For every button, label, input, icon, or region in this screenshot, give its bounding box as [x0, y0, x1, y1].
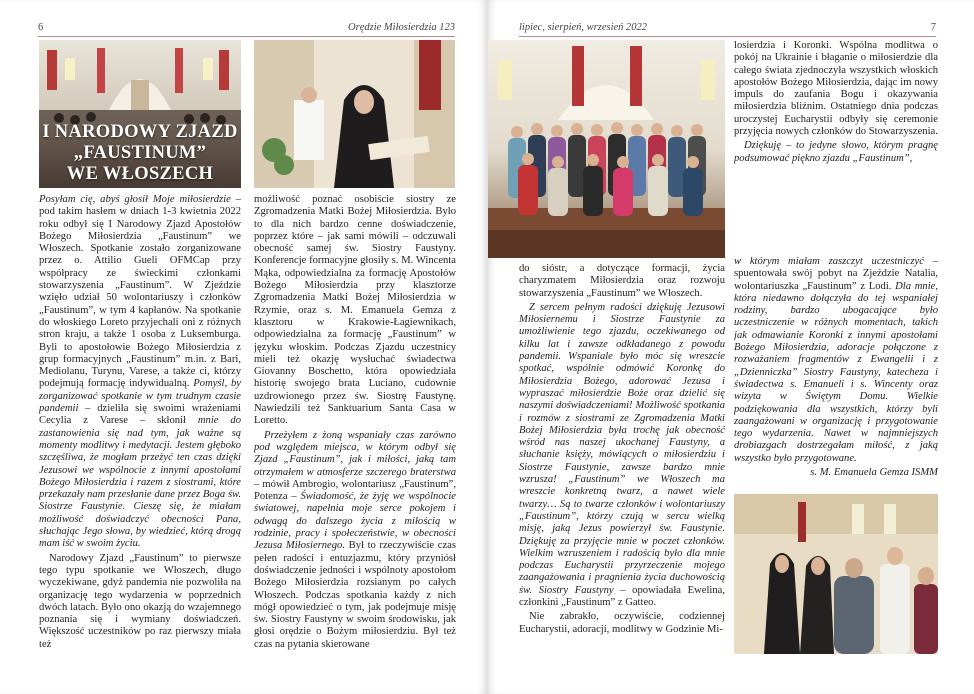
group-image: [488, 40, 725, 258]
intro-text: – pod takim hasłem w dniach 1-3 kwietnia 2022 roku odbył się I Narodowy Zjazd Apostołów Bożego Miłosierdzia „Faustinum” we Włoszech. Spotkanie zostało zorganizowane przez o. Attilio Gueli OFMCap przy współpracy ze świeckimi członkami stowarzyszenia „Faustinum”. W Zjeździe wzięło udział 50 wolontariuszy i członków „Faustinum”, w tym 4 kapłanów. Na spotkanie do włoskiego Loreto przyjechali oni z różnych stron kraju, a także 1 osoba z Luksemburga. Byli to apostołowie Bożego Miłosierdzia z grup formacyjnych „Faustinum” m.in. z Bari, Mediolanu, Turynu, Varese, a także ci, którzy podejmują formację indywidualną.: [39, 194, 241, 390]
paragraph-ambrogio: [254, 430, 456, 651]
page-number-left: 6: [38, 22, 44, 33]
quote-ewelina-attribution: – opowiadała Ewelina, członkini „Faustinum” z Gatteo.: [519, 584, 725, 609]
quote-natalia-start: Dziękuję – to jedyne słowo, którym pragnę podsumować piękno zjazdu „Faustinum”,: [734, 140, 938, 164]
paragraph-prayer: losierdzia i Koronki. Wspólna modlitwa o pokój na Ukrainie i błaganie o miłosierdzie dla całego świata zjednoczyła wszystkich włoskich apostołów Bożego Miłosierdzia, dając im nowy impuls do zaufania Bogu i okazywania miłosierdzia bliźnim. Ostatniego dnia podczas uroczystej Eucharystii odbyły się ceremonie przyjęcia nowych członków do Stowarzyszenia.: [734, 40, 938, 138]
quote-ewelina: Z sercem pełnym radości dziękuję Jezusowi Miłosiernemu i Siostrze Faustynie za umożliwienie tego zjazdu, oczekiwanego od kilku lat i zawsze odkładanego z powodu pandemii. Wspaniale było móc się wreszcie spotkać, wspólnie odmówić Koronkę do Miłosierdzia Bożego, adorować Jezusa i wypraszać miłosierdzie Boże oraz dzielić się naszymi doświadczeniami! Możliwość spotkania i rozmów z siostrami ze Zgromadzenia Matki Bożej Miłosierdzia była trochę jak obecność wśród nas naszej ukochanej Faustyny, a słuchanie księży, mówiących o miłosierdziu i Siostrze Faustynie, zawsze bardzo mnie wzrusza! „Faustinum” we Włoszech ma wreszcie konkretną twarz, a nawet wiele twarzy… Są to twarze członków i wolontariuszy „Faustinum”, którzy czują w sercu wielką misję, jaką Jezus powierzył św. Faustynie. Dziękuję za przyjęcie mnie w poczet członków. Wielkim wzruszeniem i radością było dla mnie podczas Eucharystii przyrzeczenie mojego zaangażowania i pragnienia życia duchowością św. Siostry Faustyny: [519, 301, 725, 596]
header-rule-right: [519, 36, 936, 37]
paragraph-ewelina: [519, 302, 725, 609]
title-line-3: WE WŁOSZECH: [66, 164, 214, 184]
page-number-right: 7: [930, 22, 936, 33]
quote-natalia-rest: Dla mnie, która niedawno dołączyła do tej wspaniałej rodziny, bardzo ubogacające było uczestniczenie w różnych momentach, takich jak odmawianie Koronki z innymi apostołami Bożego Miłosierdzia, adoracje połączone z rozważaniem fragmentów z Ewangelii i z „Dzienniczka” Siostry Faustyny, katecheza i świadectwa s. Emanueli i s. Wincenty oraz wizyta w Świętym Domu. Wielkie podziękowania dla wszystkich, którzy byli zaangażowani w organizację i przygotowanie tego wydarzenia. Nawet w najmniejszych drobiazgach dostrzegałam miłość, z jaką wszystko było przygotowane.: [734, 280, 938, 464]
running-head-right: lipiec, sierpień, wrzesień 2022: [519, 22, 648, 33]
paragraph-formation: do sióstr, a dotyczące formacji, życia charyzmatem Miłosierdzia oraz rozwoju stowarzyszenia „Faustinum” we Włoszech.: [519, 263, 725, 299]
quote-cecylia-start: Pomyśl, by zorganizować spotkanie w tym trudnym czasie pandemii: [39, 378, 241, 415]
left-column-1: [39, 194, 241, 660]
paragraph-natalia: [734, 256, 938, 465]
paragraph-first-meeting: Narodowy Zjazd „Faustinum” to pierwsze tego typu spotkanie we Włoszech, długo wyczekiwane, gdyż pandemia nie pozwoliła na organizację tego wydarzenia w poprzednich dwóch latach. Było ono okazją do wzajemnego poznania się i wymiany doświadczeń. Większość uczestników po raz pierwszy miała też: [39, 552, 241, 650]
right-column-1: [519, 263, 725, 663]
quote-cecylia-attribution: – dzieliła się swoimi wrażeniami Cecylia z Varese – skłonił: [39, 403, 241, 427]
sisters-image: [734, 494, 938, 654]
intro-italic: Posyłam cię, abyś głosił Moje miłosierdzie: [39, 194, 231, 205]
photo-chapel-interior: [39, 40, 241, 188]
quote-natalia-attribution: – spuentowała swój pobyt na Zjeździe Natalia, wolontariuszka „Faustinum” z Lodi.: [734, 256, 938, 292]
quote-ambrogio-start: Przeżyłem z żoną wspaniały czas zarówno pod względem miejsca, w którym odbył się Zjazd „Faustinum”, jak i miłości, jaką tam otrzymałem w atmosferze szczerego braterstwa: [254, 429, 456, 478]
paragraph-joy: Był to rzeczywiście czas pełen radości i entuzjazmu, który przyniósł doświadczenie jedności i wspólnoty apostołom Bożego Miłosierdzia rozsianym po całych Włoszech. Podczas spotkania każdy z nich mógł opowiedzieć o tym, jak podejmuje misję św. Siostry Faustyny w swoim środowisku, jak głosi orędzie o Bożym miłosierdziu. Był też czas na pytania skierowane: [254, 540, 456, 650]
right-page: [487, 0, 974, 694]
photo-group-in-chapel: [488, 40, 725, 258]
quote-cecylia-rest: mnie do zastanowienia się nad tym, jak ważne są momenty modlitwy i medytacji. Jestem głęboko szczęśliwa, że mogłam przeżyć ten czas dzięki Jezusowi we wspólnocie z innymi apostołami Bożego Miłosierdzia i razem z siostrami, które przekazały nam przesłanie dane przez Boga św. Siostrze Faustynie. Cieszę się, że miałam możliwość doświadczyć obecności Pana, słuchając Jego słowa, by wiedzieć, którą drogą mam iść w swoim życiu.: [39, 415, 241, 550]
article-title: [39, 122, 241, 185]
title-line-1: I NARODOWY ZJAZD: [42, 122, 238, 142]
photo-nun-reading: [254, 40, 455, 188]
title-line-2: „FAUSTINUM”: [73, 143, 207, 163]
left-column-2: [254, 194, 456, 660]
quote-natalia-cont: w którym miałam zaszczyt uczestniczyć: [734, 256, 924, 267]
quote-ambrogio-attribution: – mówił Ambrogio, wolontariusz „Faustinum”, Potenza –: [254, 478, 456, 503]
quote-ambrogio-rest: Świadomość, że żyję we wspólnocie światowej, napełnia moje serce pokojem i odwagą do dalszego życia z miłością w rodzinie, pracy i społeczeństwie, w obecności Jezusa Miłosiernego.: [254, 491, 456, 552]
paragraph-intro: [39, 194, 241, 551]
right-column-top: [734, 40, 938, 254]
nun-reading-image: [254, 40, 455, 188]
running-head-left: Orędzie Miłosierdzia 123: [348, 22, 455, 33]
paragraph-eucharist: Nie zabrakło, oczywiście, codziennej Eucharystii, adoracji, modlitwy w Godzinie Mi-: [519, 611, 725, 635]
paragraph-natalia-start: [734, 140, 938, 165]
right-column-2: [734, 256, 938, 488]
paragraph-sisters: możliwość poznać osobiście siostry ze Zgromadzenia Matki Bożej Miłosierdzia. Było to dla nich bardzo cenne doświadczenie, poprzez które – jak sami mówili – odczuwali obecność samej św. Siostry Faustyny. Konferencje formacyjne głosiły s. M. Wincenta Mąka, odpowiedzialna za formację Apostołów Bożego Miłosierdzia przy klasztorze Zgromadzenia Matki Bożej Miłosierdzia w Rzymie, oraz s. M. Emanuela Gemza z klasztoru w Krakowie-Łagiewnikach, odpowiedzialna za formację „Faustinum” w języku włoskim. Podczas Zjazdu uczestnicy mieli też okazję wysłuchać świadectwa Giovanny Boschetto, która opowiedziała historię swojego brata Luciano, cudownie uzdrowionego przez św. Siostrę Faustynę. Nawiedzili też Sanktuarium Santa Casa w Loretto.: [254, 194, 456, 427]
header-rule-left: [38, 36, 455, 37]
photo-sisters-and-priest: [734, 494, 938, 654]
author-signature: s. M. Emanuela Gemza ISMM: [810, 467, 938, 479]
